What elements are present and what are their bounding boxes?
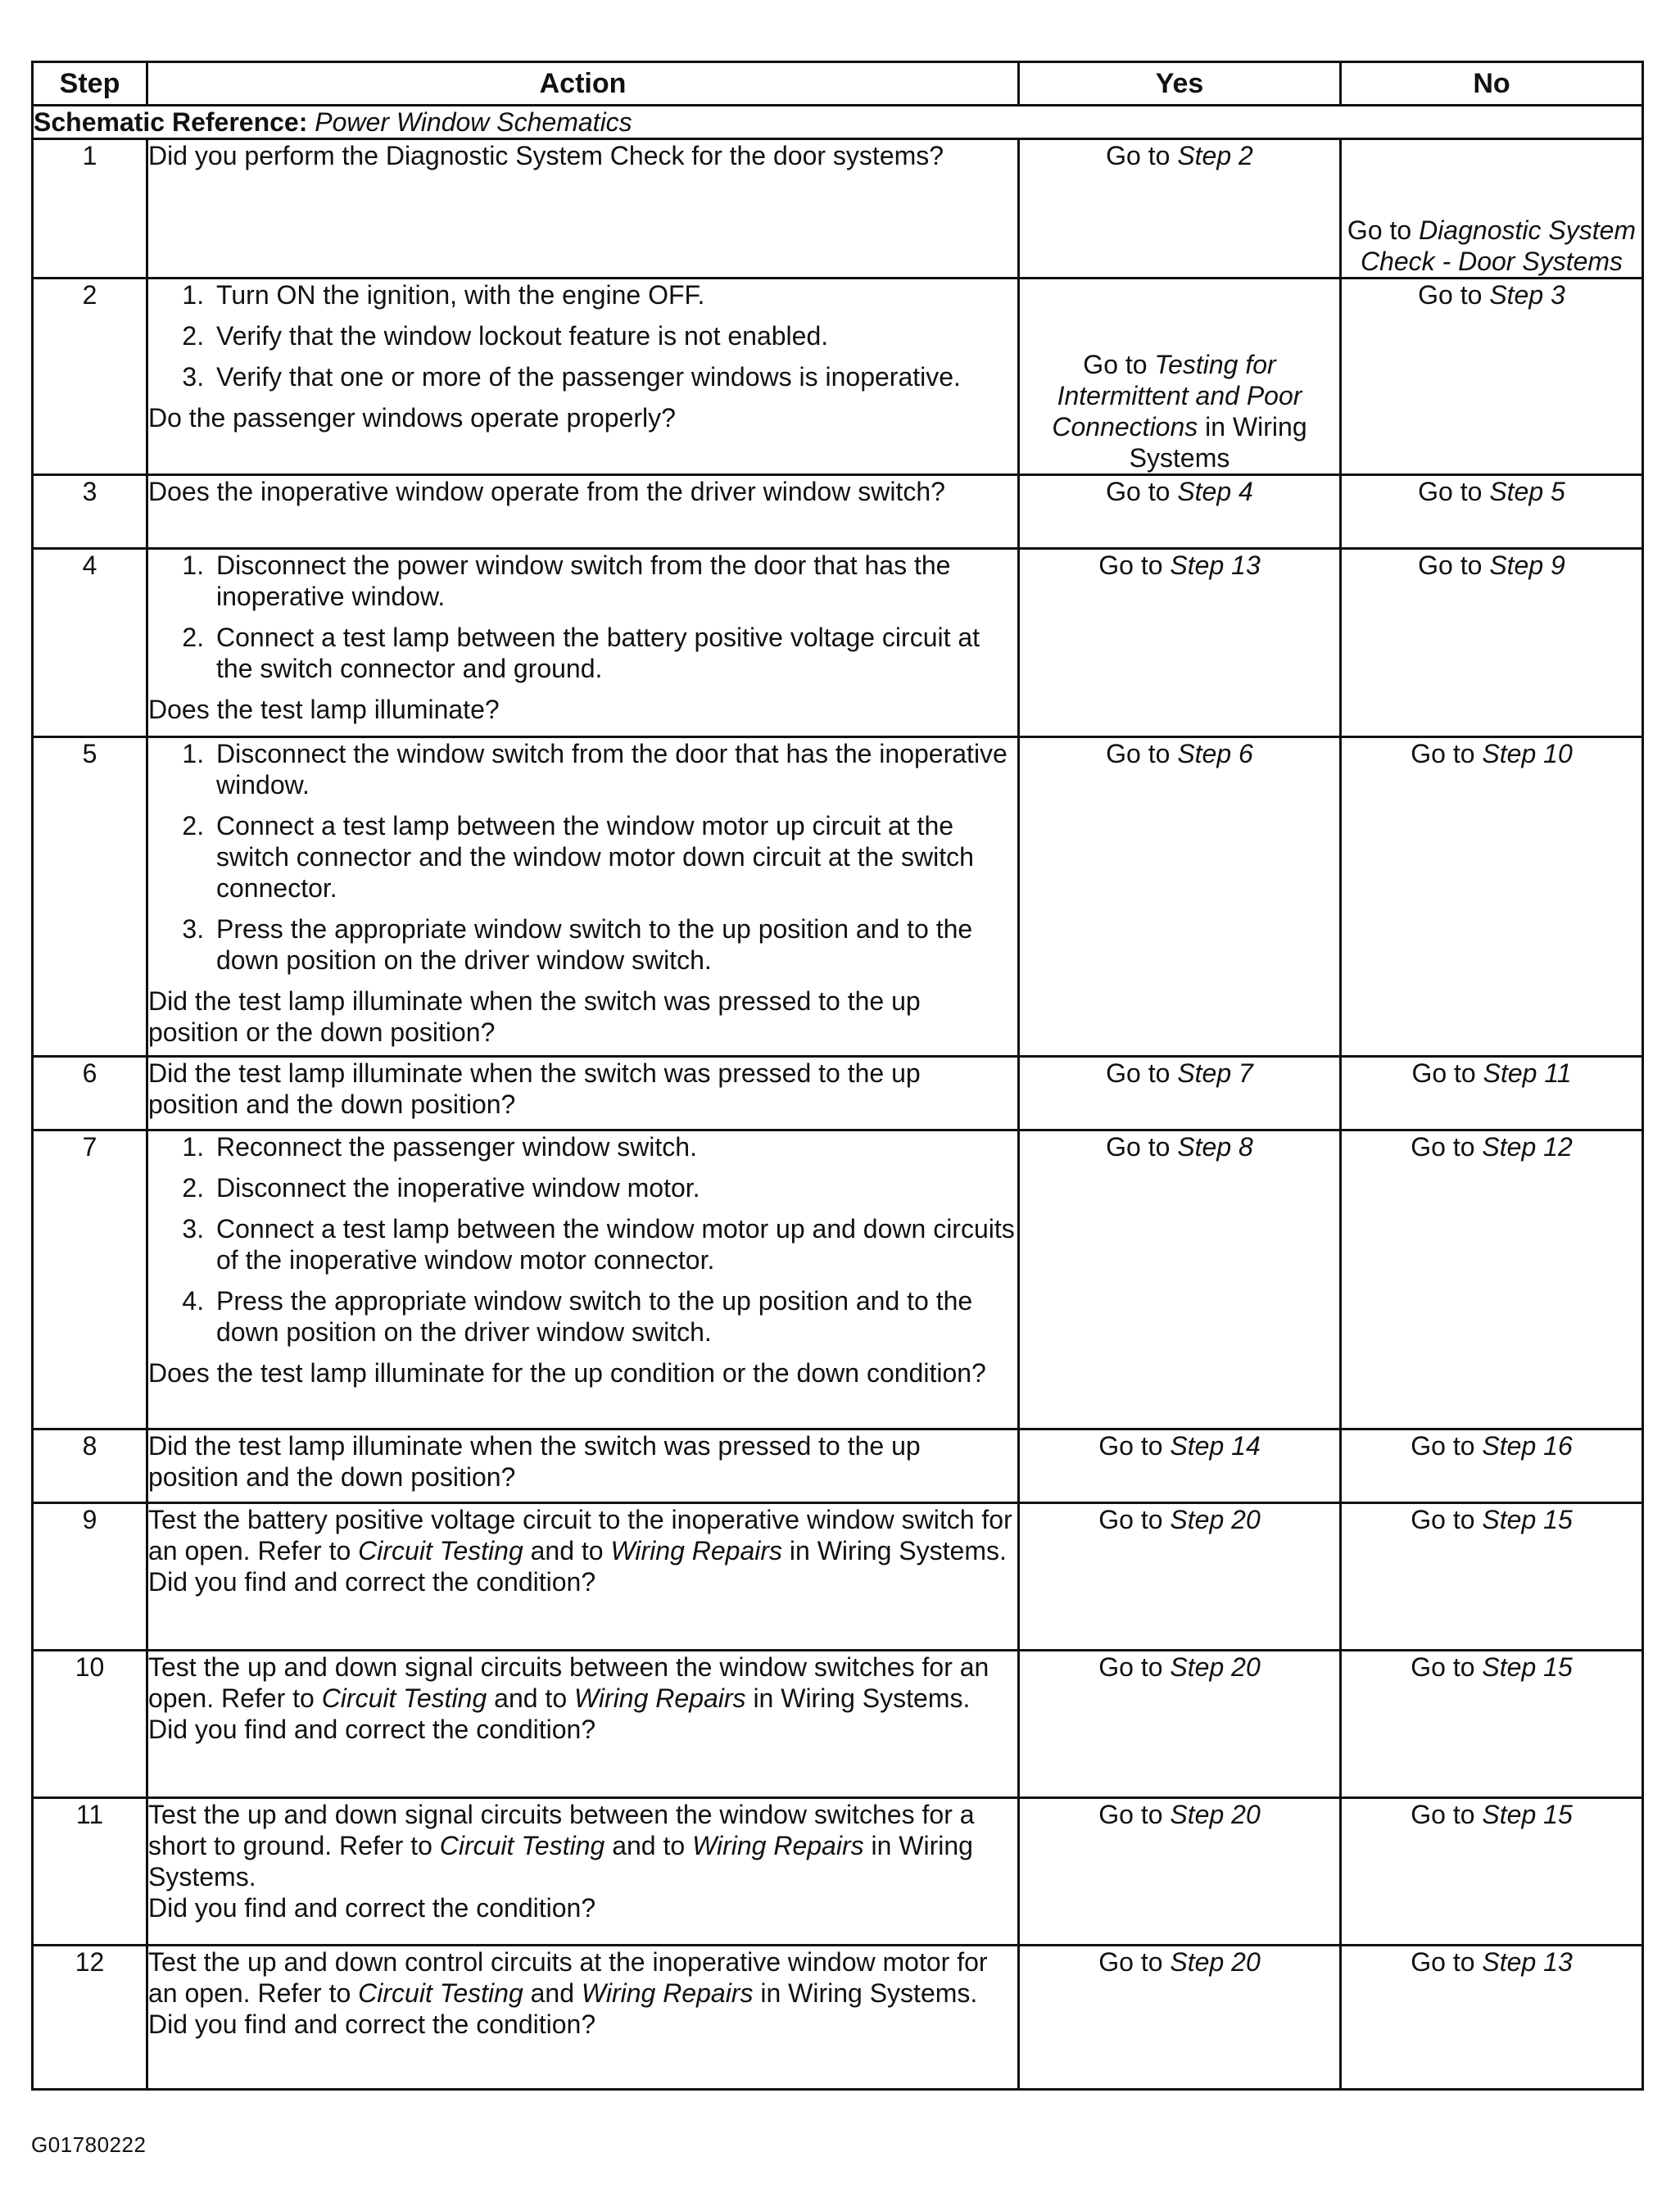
- table-row: [33, 1651, 1643, 1798]
- action-step-item: 2. Verify that the window lockout feature is not enabled.: [211, 320, 1017, 351]
- yes-cell: [1019, 475, 1341, 549]
- action-question: Did the test lamp illuminate when the switch was pressed to the up position or the down position?: [148, 986, 921, 1047]
- table-row: [33, 1798, 1643, 1946]
- table-row: [33, 737, 1643, 1057]
- no-goto-link[interactable]: Step 5: [1489, 477, 1565, 506]
- yes-goto-link[interactable]: Step 20: [1170, 1505, 1261, 1534]
- reference-link[interactable]: Wiring Repairs: [581, 1978, 754, 2008]
- action-step-item: 2. Disconnect the inoperative window motor.: [211, 1172, 1017, 1203]
- action-cell: [147, 1946, 1019, 2090]
- action-cell: [147, 737, 1019, 1057]
- no-goto-text: Go to: [1411, 1431, 1483, 1461]
- no-goto-text: Go to: [1411, 1652, 1483, 1682]
- schematic-reference-label: Schematic Reference:: [34, 107, 308, 137]
- yes-goto-link[interactable]: Step 14: [1170, 1431, 1261, 1461]
- no-goto-text: Go to: [1347, 215, 1420, 245]
- step-number: 8: [33, 1429, 147, 1503]
- reference-link[interactable]: Wiring Repairs: [574, 1683, 746, 1713]
- table-row: [33, 1130, 1643, 1429]
- action-cell: [147, 279, 1019, 475]
- yes-goto-text: Go to: [1106, 477, 1178, 506]
- figure-id: G01780222: [31, 2132, 147, 2157]
- no-goto-text: Go to: [1411, 1505, 1483, 1534]
- yes-goto-text: Go to: [1106, 141, 1178, 170]
- header-yes: Yes: [1019, 62, 1341, 106]
- yes-goto-link[interactable]: Step 20: [1170, 1947, 1261, 1977]
- yes-goto-link[interactable]: Step 8: [1177, 1132, 1253, 1162]
- table-row: [33, 1057, 1643, 1130]
- step-number: 9: [33, 1503, 147, 1651]
- yes-goto-link[interactable]: Testing for Intermittent and Poor Connections: [1052, 350, 1302, 442]
- action-cell: [147, 475, 1019, 549]
- action-step-item: 1. Disconnect the window switch from the door that has the inoperative window.: [211, 738, 1017, 800]
- no-goto-text: Go to: [1411, 739, 1483, 768]
- no-cell: [1341, 475, 1643, 549]
- action-text-part: Test the battery positive voltage circuit to the inoperative window switch for an open. Refer to: [148, 1505, 1012, 1565]
- reference-link[interactable]: Wiring Repairs: [692, 1831, 864, 1860]
- step-number: 11: [33, 1798, 147, 1946]
- yes-cell: [1019, 549, 1341, 737]
- action-step-item: 4. Press the appropriate window switch to the up position and to the down position on the driver window switch.: [211, 1285, 1017, 1348]
- yes-goto-link[interactable]: Step 20: [1170, 1652, 1261, 1682]
- action-question: Did you find and correct the condition?: [148, 1715, 596, 1744]
- action-text: [148, 1799, 1017, 1892]
- no-cell: [1341, 1503, 1643, 1651]
- action-text-part: in Wiring Systems.: [753, 1978, 978, 2008]
- action-question: Did you find and correct the condition?: [148, 2009, 596, 2039]
- action-text: [148, 1651, 1017, 1714]
- no-cell: [1341, 1429, 1643, 1503]
- no-goto-text: Go to: [1418, 550, 1490, 580]
- action-text: [148, 1946, 1017, 2009]
- no-goto-link[interactable]: Step 15: [1482, 1800, 1573, 1829]
- no-cell: [1341, 549, 1643, 737]
- action-step-item: 1. Reconnect the passenger window switch.: [211, 1131, 1017, 1162]
- reference-link[interactable]: Circuit Testing: [439, 1831, 605, 1860]
- action-text-part: in Wiring Systems.: [148, 1831, 973, 1892]
- no-goto-text: Go to: [1411, 1800, 1483, 1829]
- header-action: Action: [147, 62, 1019, 106]
- yes-goto-link[interactable]: Step 4: [1177, 477, 1253, 506]
- step-number: 10: [33, 1651, 147, 1798]
- action-step-item: 3. Connect a test lamp between the window motor up and down circuits of the inoperative window motor connector.: [211, 1213, 1017, 1275]
- yes-goto-link[interactable]: Step 6: [1177, 739, 1253, 768]
- action-steps-list: [148, 1131, 1017, 1348]
- no-goto-text: Go to: [1418, 280, 1490, 310]
- yes-goto-text: Go to: [1098, 1505, 1171, 1534]
- action-text-part: in Wiring Systems.: [782, 1536, 1007, 1565]
- action-text-part: Test the up and down signal circuits between the window switches for an open. Refer to: [148, 1652, 989, 1713]
- schematic-reference: [33, 106, 1643, 139]
- action-text: Did you perform the Diagnostic System Check for the door systems?: [148, 141, 944, 170]
- action-text-part: in Wiring Systems.: [745, 1683, 971, 1713]
- no-cell: [1341, 279, 1643, 475]
- no-goto-link[interactable]: Diagnostic System Check - Door Systems: [1360, 215, 1637, 276]
- action-step-item: 2. Connect a test lamp between the battery positive voltage circuit at the switch connector and ground.: [211, 622, 1017, 684]
- action-cell: [147, 549, 1019, 737]
- step-number: 2: [33, 279, 147, 475]
- action-question: Did you find and correct the condition?: [148, 1893, 596, 1923]
- yes-goto-text: Go to: [1083, 350, 1155, 379]
- action-cell: [147, 1798, 1019, 1946]
- no-cell: [1341, 1651, 1643, 1798]
- action-step-item: 1. Disconnect the power window switch from the door that has the inoperative window.: [211, 550, 1017, 612]
- step-number: 1: [33, 139, 147, 279]
- yes-cell: [1019, 1503, 1341, 1651]
- action-cell: [147, 1130, 1019, 1429]
- table-row: [33, 1429, 1643, 1503]
- no-goto-link[interactable]: Step 9: [1489, 550, 1565, 580]
- action-question: Do the passenger windows operate properly?: [148, 403, 676, 433]
- table-row: [33, 1946, 1643, 2090]
- action-text-part: and: [523, 1978, 582, 2008]
- schematic-reference-row: [33, 106, 1643, 139]
- reference-link[interactable]: Circuit Testing: [358, 1978, 523, 2008]
- yes-goto-link[interactable]: Step 20: [1170, 1800, 1261, 1829]
- action-cell: [147, 1057, 1019, 1130]
- action-steps-list: [148, 738, 1017, 976]
- action-step-item: 3. Verify that one or more of the passenger windows is inoperative.: [211, 361, 1017, 392]
- action-text: Did the test lamp illuminate when the switch was pressed to the up position and the down position?: [148, 1058, 921, 1119]
- action-step-item: 1. Turn ON the ignition, with the engine OFF.: [211, 279, 1017, 310]
- action-cell: [147, 1503, 1019, 1651]
- action-steps-list: [148, 550, 1017, 684]
- yes-cell: [1019, 1130, 1341, 1429]
- no-goto-link[interactable]: Step 16: [1482, 1431, 1573, 1461]
- no-goto-link[interactable]: Step 3: [1489, 280, 1565, 310]
- action-text: Did the test lamp illuminate when the switch was pressed to the up position and the down position?: [148, 1431, 921, 1492]
- step-number: 12: [33, 1946, 147, 2090]
- no-goto-text: Go to: [1411, 1058, 1483, 1088]
- action-question: Does the test lamp illuminate for the up condition or the down condition?: [148, 1358, 986, 1388]
- table-row: [33, 549, 1643, 737]
- no-goto-link[interactable]: Step 10: [1482, 739, 1573, 768]
- step-number: 5: [33, 737, 147, 1057]
- table-header-row: [33, 62, 1643, 106]
- yes-goto-text: Go to: [1106, 1132, 1178, 1162]
- yes-goto-text: Go to: [1098, 1947, 1171, 1977]
- action-question: Did you find and correct the condition?: [148, 1567, 596, 1597]
- no-goto-link[interactable]: Step 15: [1482, 1505, 1573, 1534]
- yes-cell: [1019, 1798, 1341, 1946]
- action-text: [148, 1504, 1017, 1566]
- yes-cell: [1019, 139, 1341, 279]
- no-cell: [1341, 737, 1643, 1057]
- no-cell: [1341, 1798, 1643, 1946]
- reference-link[interactable]: Circuit Testing: [358, 1536, 523, 1565]
- step-number: 3: [33, 475, 147, 549]
- yes-cell: [1019, 279, 1341, 475]
- action-cell: [147, 139, 1019, 279]
- no-goto-link[interactable]: Step 15: [1482, 1652, 1573, 1682]
- no-cell: [1341, 1057, 1643, 1130]
- table-row: [33, 279, 1643, 475]
- yes-goto-text: Go to: [1098, 550, 1171, 580]
- action-text: Does the inoperative window operate from the driver window switch?: [148, 477, 945, 506]
- table-row: [33, 139, 1643, 279]
- no-cell: [1341, 1946, 1643, 2090]
- action-cell: [147, 1429, 1019, 1503]
- action-steps-list: [148, 279, 1017, 392]
- action-text-part: and to: [523, 1536, 611, 1565]
- step-number: 4: [33, 549, 147, 737]
- no-cell: [1341, 139, 1643, 279]
- no-goto-text: Go to: [1411, 1132, 1483, 1162]
- no-goto-link[interactable]: Step 11: [1483, 1058, 1572, 1088]
- step-number: 7: [33, 1130, 147, 1429]
- action-text-part: Test the up and down signal circuits between the window switches for a short to ground. Refer to: [148, 1800, 975, 1860]
- yes-goto-text: Go to: [1106, 739, 1178, 768]
- yes-goto-text: Go to: [1106, 1058, 1178, 1088]
- header-no: No: [1341, 62, 1643, 106]
- schematic-reference-link[interactable]: Power Window Schematics: [315, 107, 632, 137]
- table-row: [33, 1503, 1643, 1651]
- yes-cell: [1019, 737, 1341, 1057]
- yes-cell: [1019, 1057, 1341, 1130]
- yes-goto-text: Go to: [1098, 1800, 1171, 1829]
- no-goto-link[interactable]: Step 12: [1482, 1132, 1573, 1162]
- action-cell: [147, 1651, 1019, 1798]
- action-text-part: and to: [605, 1831, 693, 1860]
- yes-cell: [1019, 1429, 1341, 1503]
- reference-link[interactable]: Wiring Repairs: [610, 1536, 783, 1565]
- yes-goto-text: Go to: [1098, 1431, 1171, 1461]
- yes-goto-text: Go to: [1098, 1652, 1171, 1682]
- action-text-part: and to: [487, 1683, 574, 1713]
- header-step: Step: [33, 62, 147, 106]
- yes-goto-link[interactable]: Step 7: [1177, 1058, 1253, 1088]
- diagnostic-table: [31, 61, 1644, 2091]
- action-step-item: 3. Press the appropriate window switch to the up position and to the down position on the driver window switch.: [211, 913, 1017, 976]
- yes-goto-link[interactable]: Step 13: [1170, 550, 1261, 580]
- yes-cell: [1019, 1651, 1341, 1798]
- yes-cell: [1019, 1946, 1341, 2090]
- action-question: Does the test lamp illuminate?: [148, 695, 500, 724]
- reference-link[interactable]: Circuit Testing: [321, 1683, 487, 1713]
- no-goto-text: Go to: [1411, 1947, 1483, 1977]
- yes-goto-suffix: in Wiring Systems: [1129, 412, 1307, 473]
- action-text-part: Test the up and down control circuits at the inoperative window motor for an open. Refer to: [148, 1947, 988, 2008]
- no-goto-text: Go to: [1418, 477, 1490, 506]
- action-step-item: 2. Connect a test lamp between the window motor up circuit at the switch connector and the window motor down circuit at the switch connector.: [211, 810, 1017, 904]
- table-row: [33, 475, 1643, 549]
- no-cell: [1341, 1130, 1643, 1429]
- yes-goto-link[interactable]: Step 2: [1177, 141, 1253, 170]
- step-number: 6: [33, 1057, 147, 1130]
- no-goto-link[interactable]: Step 13: [1482, 1947, 1573, 1977]
